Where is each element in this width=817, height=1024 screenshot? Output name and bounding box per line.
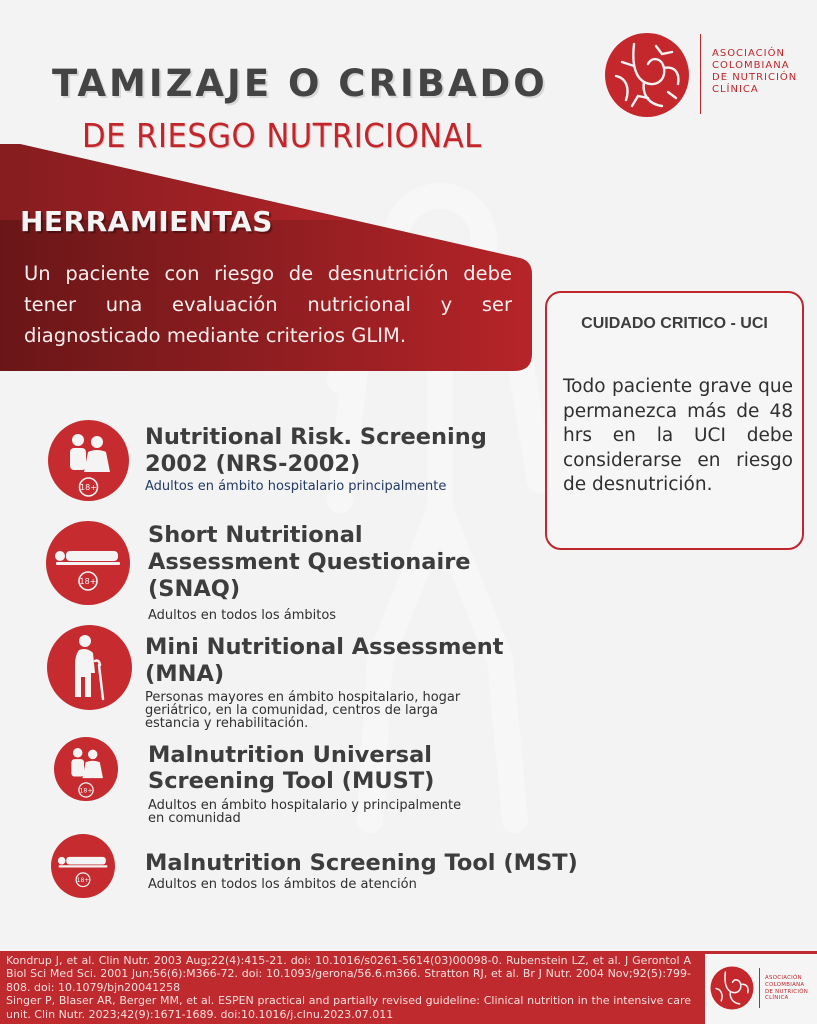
tool-name-mst <box>145 850 578 876</box>
lying-patient-icon <box>51 834 115 898</box>
banner-text: Un paciente con riesgo de desnutrición debe tener una evaluación nutricional y ser diagnosticado mediante criterios GLIM. <box>24 262 512 347</box>
banner-heading: HERRAMIENTAS <box>20 205 273 238</box>
footer-logo-icon <box>710 966 754 1010</box>
footer-logo-divider <box>759 968 760 1008</box>
tool-name-line: Malnutrition Universal <box>148 742 432 768</box>
uci-title: CUIDADO CRITICO - UCI <box>581 315 768 332</box>
association-name-line: ASOCIACIÓN <box>712 48 785 59</box>
elderly-person-cane-icon <box>47 625 132 710</box>
association-name-line: CLÍNICA <box>765 995 789 1002</box>
association-name-line: CLÍNICA <box>712 84 759 95</box>
references-text <box>6 954 691 1021</box>
association-name-line: COLOMBIANA <box>712 60 790 71</box>
association-name-line: DE NUTRICIÓN <box>765 988 809 995</box>
association-logo-icon <box>604 32 690 118</box>
tool-name-snaq <box>148 522 471 603</box>
association-name-line: ASOCIACIÓN <box>765 975 802 981</box>
age-badge: 18+ <box>76 877 90 884</box>
tool-desc-snaq: Adultos en todos los ámbitos <box>148 608 337 623</box>
reference-paragraph: Singer P, Blaser AR, Berger MM, et al. ESPEN practical and partially revised guideline: Clinical nutrition in the intensive care unit. Clin Nutr. 2023;42(9):1671-1689. doi:10.1016/j.clnu.2023.07.011 <box>6 994 691 1021</box>
adult-couple-icon <box>48 420 129 501</box>
uci-text: Todo paciente grave que permanezca más de 48 hrs en la UCI debe considerarse en riesgo de desnutrición. <box>563 376 793 495</box>
tool-name-line: (MNA) <box>145 661 225 687</box>
footer-association-name <box>765 975 808 1002</box>
tool-name-nrs <box>145 424 487 478</box>
association-name-line: DE NUTRICIÓN <box>712 72 798 83</box>
tool-desc-mst: Adultos en todos los ámbitos de atención <box>148 877 417 892</box>
tool-desc-line: en comunidad <box>148 811 241 826</box>
adult-couple-icon <box>54 737 118 801</box>
tool-desc-line: Adultos en ámbito hospitalario y principalmente <box>148 798 462 813</box>
reference-paragraph: Kondrup J, et al. Clin Nutr. 2003 Aug;22(4):415-21. doi: 10.1016/s0261-5614(03)00098-0. Rubenstein LZ, et al. J Gerontol A Biol Sci Med Sci. 2001 Jun;56(6):M366-72. doi: 10.1093/gerona/56.6.m366. Stratton RJ, et al. Br J Nutr. 2004 Nov;92(5):799-808. doi: 10.1079/bjn20041258 <box>6 954 691 994</box>
page-title-line-2: DE RIESGO NUTRICIONAL <box>82 116 482 155</box>
association-name-line: COLOMBIANA <box>765 981 805 988</box>
uci-info-box <box>545 291 804 550</box>
references-footer <box>0 951 817 1024</box>
tool-name-line: 2002 (NRS-2002) <box>145 451 361 477</box>
age-badge: 18+ <box>79 577 97 586</box>
page-title-line-1: TAMIZAJE O CRIBADO <box>52 62 548 105</box>
tool-name-line: Assessment Questionaire <box>148 549 471 575</box>
tool-name-line: Malnutrition Screening Tool (MST) <box>145 850 578 876</box>
tool-name-line: Short Nutritional <box>148 522 363 548</box>
logo-divider <box>700 34 701 114</box>
tool-name-mna <box>145 634 503 688</box>
tool-name-must <box>148 742 434 794</box>
lying-patient-icon <box>46 521 130 605</box>
association-name <box>712 48 797 96</box>
age-badge: 18+ <box>80 483 97 492</box>
tool-desc-line: geriátrico, en la comunidad, centros de larga <box>145 703 438 718</box>
tool-desc-must <box>148 799 516 825</box>
tool-name-line: Mini Nutritional Assessment <box>145 634 504 660</box>
tool-name-line: Nutritional Risk. Screening <box>145 424 487 450</box>
tool-desc-mna <box>145 691 515 730</box>
tool-desc-nrs: Adultos en ámbito hospitalario principalmente <box>145 479 447 494</box>
tool-desc-line: estancia y rehabilitación. <box>145 716 309 731</box>
tool-desc-line: Personas mayores en ámbito hospitalario, hogar <box>145 690 461 705</box>
tool-name-line: (SNAQ) <box>148 576 241 602</box>
age-badge: 18+ <box>79 787 93 795</box>
tool-name-line: Screening Tool (MUST) <box>148 768 435 794</box>
